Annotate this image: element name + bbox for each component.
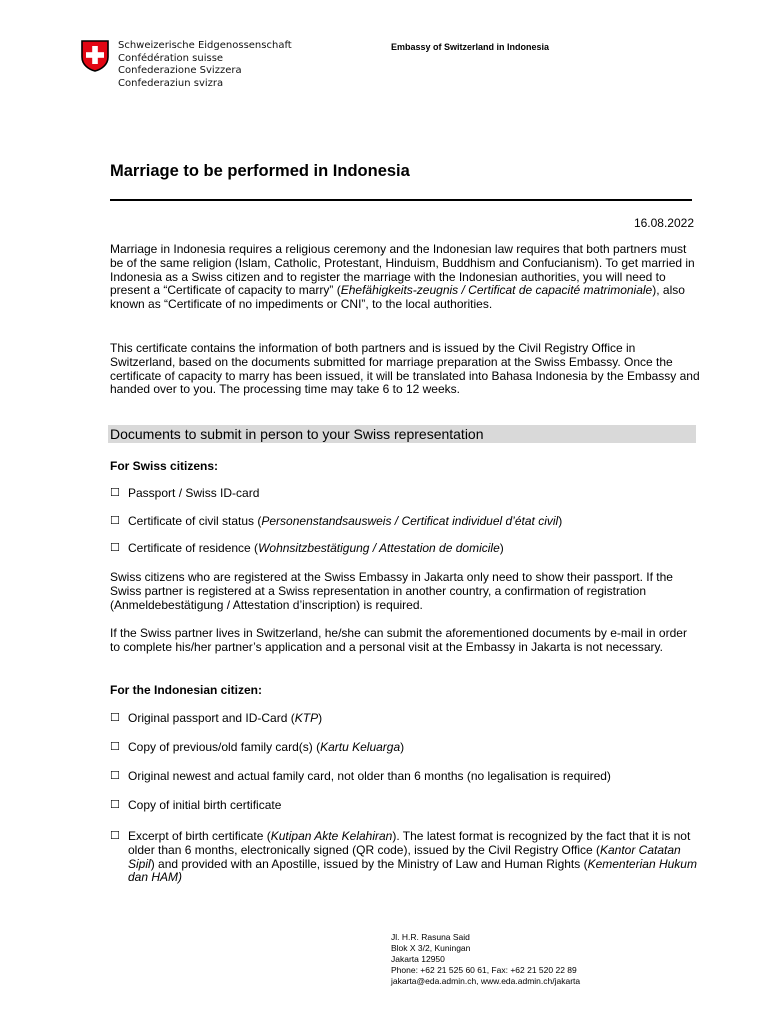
section-title: Documents to submit in person to your Swiss representation — [110, 426, 484, 442]
item-text-end: ) — [318, 711, 323, 725]
certificate-paragraph: This certificate contains the information of both partners and is issued by the Civil Registry Office in Switzerland, based on the documents submitted for marriage preparation at the Swiss Embassy. Once the certificate of capacity to marry has been issued, it will be translated into Bahasa Indonesia by the Embassy and handed over to you. The processing time may take 6 to 12 weeks. — [110, 341, 700, 397]
checkbox-icon: ☐ — [110, 741, 120, 753]
document-date: 16.08.2022 — [633, 216, 694, 230]
checklist-item — [110, 799, 700, 813]
item-text: Original newest and actual family card, not older than 6 months (no legalisation is required) — [128, 769, 611, 783]
item-italic: Kantor Catatan Sipil — [128, 842, 681, 871]
swiss-coat-of-arms-logo — [80, 40, 110, 72]
address-city: Jakarta 12950 — [391, 954, 445, 964]
item-italic: Kutipan Akte Kelahiran — [270, 829, 393, 843]
item-italic: Wohnsitzbestätigung / Attestation de domicile — [258, 541, 500, 555]
intro-text-2: ), also known as “Certificate of no impediments or CNI”, to the local authorities. — [110, 283, 685, 312]
intro-text-1: Marriage in Indonesia requires a religious ceremony and the Indonesian law requires that both partners must be of the same religion (Islam, Catholic, Protestant, Hinduism, Buddhism and Confucianism). To get married in Indonesia as a Swiss citizen and to register the marriage with the Indonesian authorities, you will need to present a “Certificate of capacity to marry” ( — [110, 242, 695, 298]
indonesian-citizen-heading: For the Indonesian citizen: — [110, 683, 263, 697]
gov-line-french: Confédération suisse — [118, 52, 224, 64]
gov-line-italian: Confederazione Svizzera — [118, 65, 242, 76]
item-text-end: ) — [400, 740, 405, 754]
checklist-item — [110, 487, 700, 501]
checklist-item — [110, 712, 700, 726]
checklist-item — [110, 515, 700, 529]
item-text: Certificate of residence ( — [128, 541, 259, 555]
contact-email-web: jakarta@eda.admin.ch, www.eda.admin.ch/jakarta — [391, 976, 581, 986]
item-text: ) and provided with an Apostille, issued by the Ministry of Law and Human Rights ( — [150, 856, 588, 871]
item-text-end: ) — [499, 541, 504, 555]
embassy-name: Embassy of Switzerland in Indonesia — [391, 42, 550, 52]
embassy-address-footer — [391, 932, 580, 987]
item-text: Passport / Swiss ID-card — [128, 486, 260, 500]
checklist-item — [110, 542, 700, 556]
gov-line-german: Schweizerische Eidgenossenschaft — [118, 40, 292, 51]
address-street: Jl. H.R. Rasuna Said — [391, 932, 470, 942]
swiss-residence-note: If the Swiss partner lives in Switzerland, he/she can submit the aforementioned documents by e-mail in order to complete his/her partner’s application and a personal visit at the Embassy in Jakarta is not necessary. — [110, 626, 687, 654]
item-text: ). The latest format is recognized by the fact that it is not older than 6 months, electronically signed (QR code), issued by the Civil Registry Office ( — [128, 829, 691, 857]
item-italic: Kementerian Hukum dan HAM) — [128, 856, 697, 885]
item-text-end: ) — [558, 514, 563, 528]
address-block: Blok X 3/2, Kuningan — [391, 943, 471, 953]
intro-italic-term: Ehefähigkeits-zeugnis / Certificat de capacité matrimoniale — [340, 283, 653, 298]
gov-line-romansh: Confederaziun svizra — [118, 77, 224, 89]
checkbox-icon: ☐ — [110, 830, 120, 842]
item-italic: Personenstandsausweis / Certificat individuel d’état civil — [261, 514, 559, 528]
item-text: Original passport and ID-Card ( — [128, 711, 295, 725]
item-italic: KTP — [294, 711, 319, 725]
swiss-registration-note: Swiss citizens who are registered at the Swiss Embassy in Jakarta only need to show their passport. If the Swiss partner is registered at a Swiss representation in another country, a confirmation of registration (Anmeldebestätigung / Attestation d’inscription) is required. — [110, 570, 673, 612]
checklist-item — [110, 741, 700, 755]
intro-paragraph — [110, 243, 700, 312]
checklist-item — [110, 770, 700, 784]
checkbox-icon: ☐ — [110, 542, 120, 554]
checkbox-icon: ☐ — [110, 712, 120, 724]
document-title: Marriage to be performed in Indonesia — [110, 162, 410, 180]
swiss-citizens-heading: For Swiss citizens: — [110, 459, 219, 473]
checkbox-icon: ☐ — [110, 770, 120, 782]
confederation-name-block — [118, 40, 292, 90]
contact-phone-fax: Phone: +62 21 525 60 61, Fax: +62 21 520 22 89 — [391, 965, 577, 975]
item-text: Copy of initial birth certificate — [128, 798, 282, 812]
checklist-item-birth-excerpt — [110, 830, 700, 885]
checkbox-icon: ☐ — [110, 487, 120, 499]
item-text: Certificate of civil status ( — [128, 514, 262, 528]
item-text: Excerpt of birth certificate ( — [128, 829, 271, 843]
item-italic: Kartu Keluarga — [320, 740, 401, 754]
item-text: Copy of previous/old family card(s) ( — [128, 740, 321, 754]
checkbox-icon: ☐ — [110, 799, 120, 811]
checkbox-icon: ☐ — [110, 515, 120, 527]
title-divider — [110, 199, 692, 201]
